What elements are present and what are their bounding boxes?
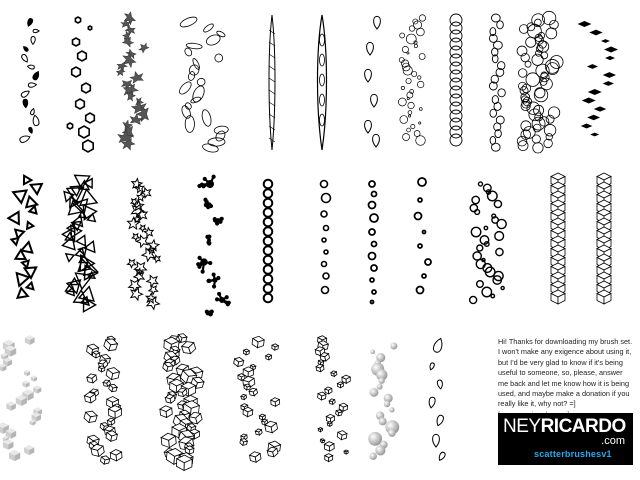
blob-brush xyxy=(177,15,228,154)
tapered-outline-brush xyxy=(318,15,327,150)
note-text: Hi! Thanks for downloading my brush set. I won't make any exigence about using it, but I'd be very glad to know if it's being useful to someone, so, please, answer me back and let me know how it is being used, and maybe make a donation if you really like it, why not? =] xyxy=(498,337,633,409)
circle-scatter-brush xyxy=(398,15,425,146)
ring-scatter-brush xyxy=(470,182,507,304)
cube-column-brush xyxy=(551,173,565,304)
logo-name-part2: RICARDO xyxy=(540,416,626,437)
oval-brush xyxy=(489,14,505,151)
ring-chain-brush xyxy=(264,180,273,303)
wire-cube-brush xyxy=(83,335,122,465)
brush-row-2 xyxy=(8,173,611,316)
paisley-brush xyxy=(19,18,40,144)
brush-row-1 xyxy=(19,11,618,154)
diamond-brush xyxy=(578,21,619,136)
triangle-pile-brush xyxy=(62,175,97,311)
stacked-circle-brush xyxy=(450,14,462,146)
petal-brush xyxy=(428,337,446,461)
leaf-brush xyxy=(116,11,150,152)
logo-tagline: scatterbrushesv1 xyxy=(534,449,612,459)
floating-ring-brush xyxy=(415,178,432,294)
logo-name-part1: NEY xyxy=(503,416,541,437)
neyricardo-logo xyxy=(498,413,633,465)
small-cube-brush xyxy=(315,335,350,461)
bubble-cluster-brush xyxy=(517,11,563,153)
hexagon-brush xyxy=(67,17,94,152)
thank-you-note xyxy=(498,337,634,420)
splat-brush xyxy=(197,175,231,316)
bead-chain-brush xyxy=(369,181,379,304)
star-brush xyxy=(127,179,160,310)
cube-column-2-brush xyxy=(597,173,611,304)
gray-cube-brush xyxy=(0,335,42,461)
dot-chain-brush xyxy=(321,181,331,294)
triangle-brush xyxy=(8,176,42,298)
tapered-brush xyxy=(269,15,275,150)
sphere-brush xyxy=(368,342,399,459)
brush-row-3 xyxy=(0,332,446,470)
teardrop-brush xyxy=(365,16,381,147)
cube-heap-brush xyxy=(160,332,205,470)
logo-domain: .com xyxy=(601,435,625,447)
cube-drift-brush xyxy=(233,336,281,464)
